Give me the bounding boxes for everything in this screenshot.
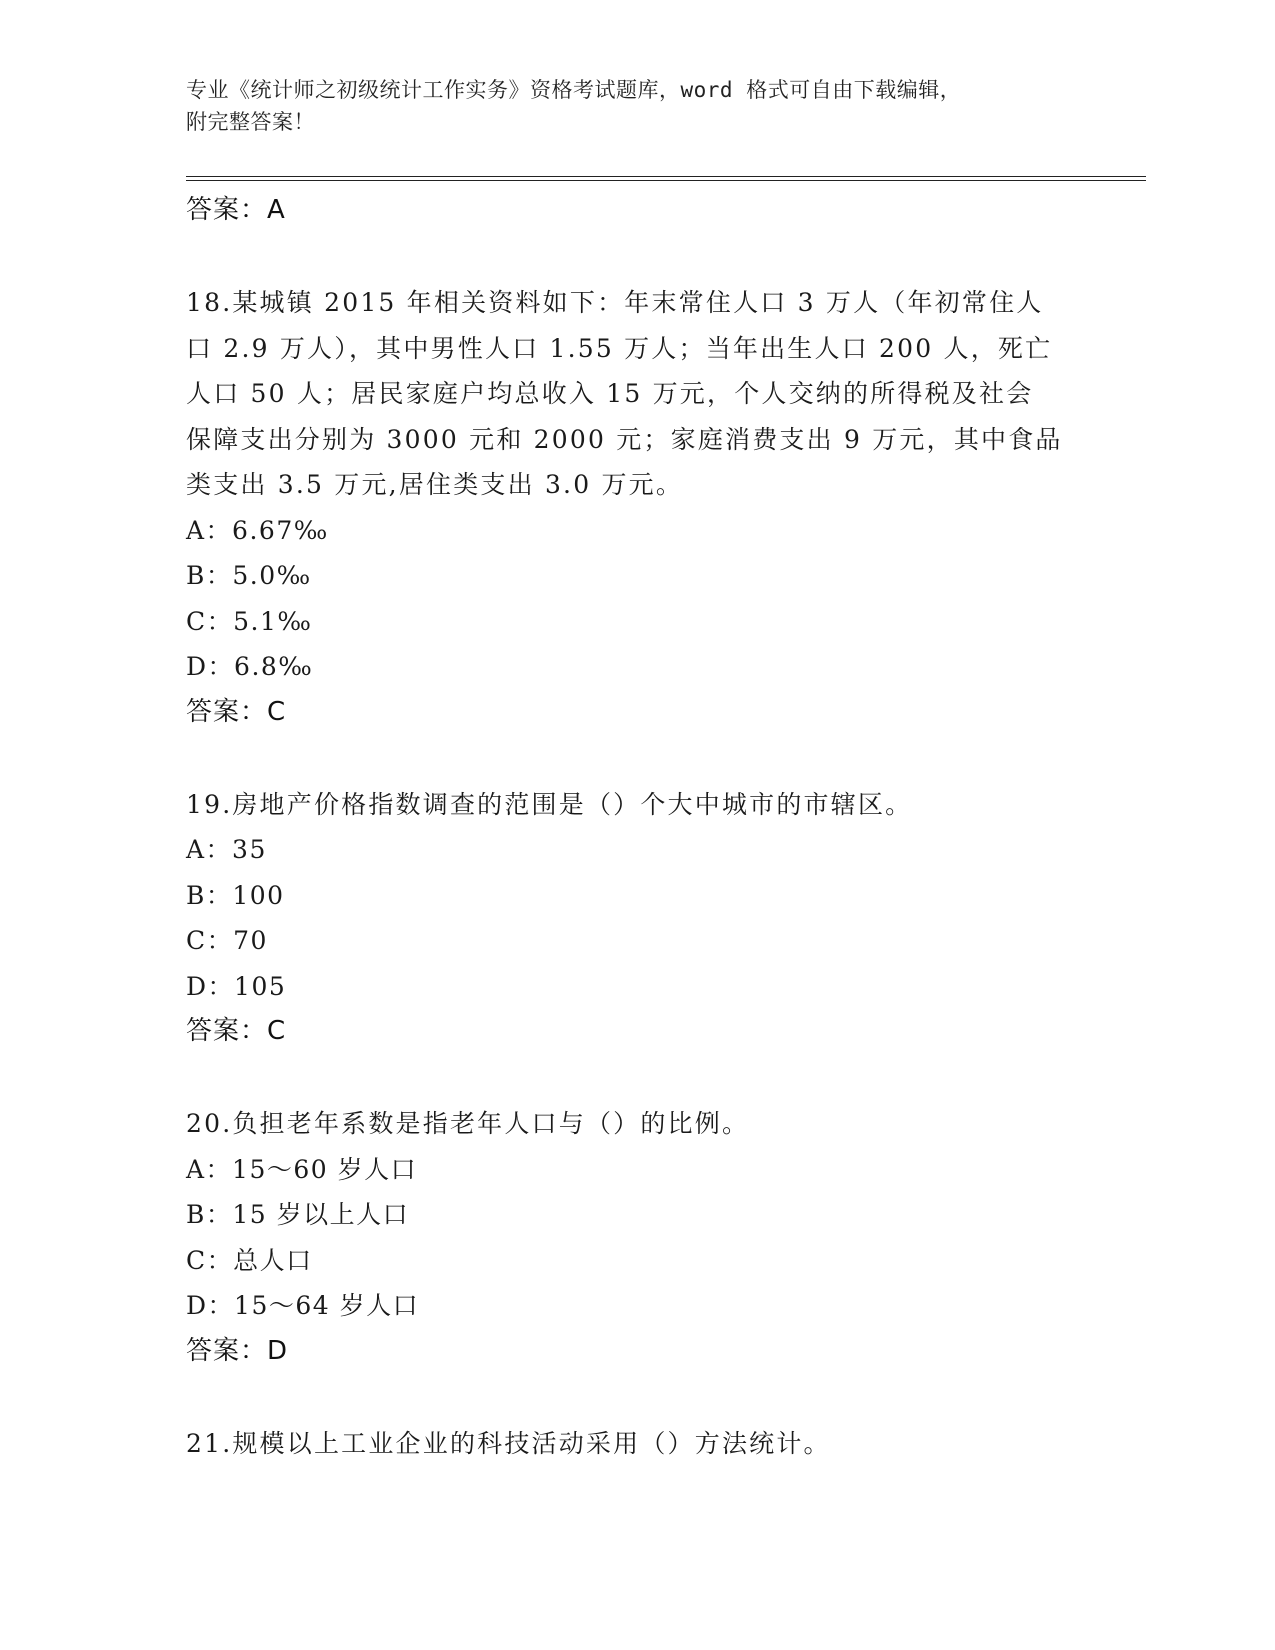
question-line: 类支出 3.5 万元,居住类支出 3.0 万元。 [186, 470, 684, 499]
option-c: C：70 [186, 926, 268, 955]
question-line: 人口 50 人；居民家庭户均总收入 15 万元，个人交纳的所得税及社会 [186, 379, 1034, 408]
option-d: D：6.8‰ [186, 652, 314, 681]
answer-line: 答案：A [186, 195, 286, 225]
option-b: B：5.0‰ [186, 561, 312, 590]
answer-line: 答案：C [186, 696, 287, 727]
option-c: C：5.1‰ [186, 606, 313, 636]
question-text [186, 1421, 1086, 1467]
question-line: 口 2.9 万人），其中男性人口 1.55 万人；当年出生人口 200 人，死亡 [186, 333, 1053, 363]
option-d: D：15～64 岁人口 [186, 1291, 420, 1320]
question-line: 19.房地产价格指数调查的范围是（）个大中城市的市辖区。 [186, 789, 913, 819]
option-a: A：6.67‰ [186, 515, 329, 545]
header-line-1: 专业《统计师之初级统计工作实务》资格考试题库，word 格式可自由下载编辑， [186, 78, 962, 102]
option-b: B：100 [186, 880, 285, 910]
option-c: C：总人口 [186, 1245, 313, 1275]
question-text [186, 782, 1086, 828]
header-divider [186, 176, 1146, 181]
question-list [186, 188, 1086, 1466]
answer-line: 答案：D [186, 1335, 289, 1366]
question-19 [186, 782, 1086, 1055]
document-header [186, 74, 1066, 138]
option-a: A：35 [186, 835, 267, 864]
question-line: 保障支出分别为 3000 元和 2000 元；家庭消费支出 9 万元，其中食品 [186, 424, 1063, 454]
question-21 [186, 1421, 1086, 1467]
question-line: 21.规模以上工业企业的科技活动采用（）方法统计。 [186, 1428, 831, 1458]
question-18 [186, 280, 1086, 735]
question-line: 18.某城镇 2015 年相关资料如下：年末常住人口 3 万人（年初常住人 [186, 288, 1044, 317]
question-line: 20.负担老年系数是指老年人口与（）的比例。 [186, 1109, 750, 1138]
option-d: D：105 [186, 971, 287, 1001]
header-line-2: 附完整答案！ [186, 110, 315, 134]
option-a: A：15～60 岁人口 [186, 1154, 418, 1184]
answer-line: 答案：C [186, 1016, 287, 1046]
question-text [186, 280, 1086, 508]
option-b: B：15 岁以上人口 [186, 1200, 410, 1229]
question-20 [186, 1101, 1086, 1374]
question-text [186, 1101, 1086, 1147]
